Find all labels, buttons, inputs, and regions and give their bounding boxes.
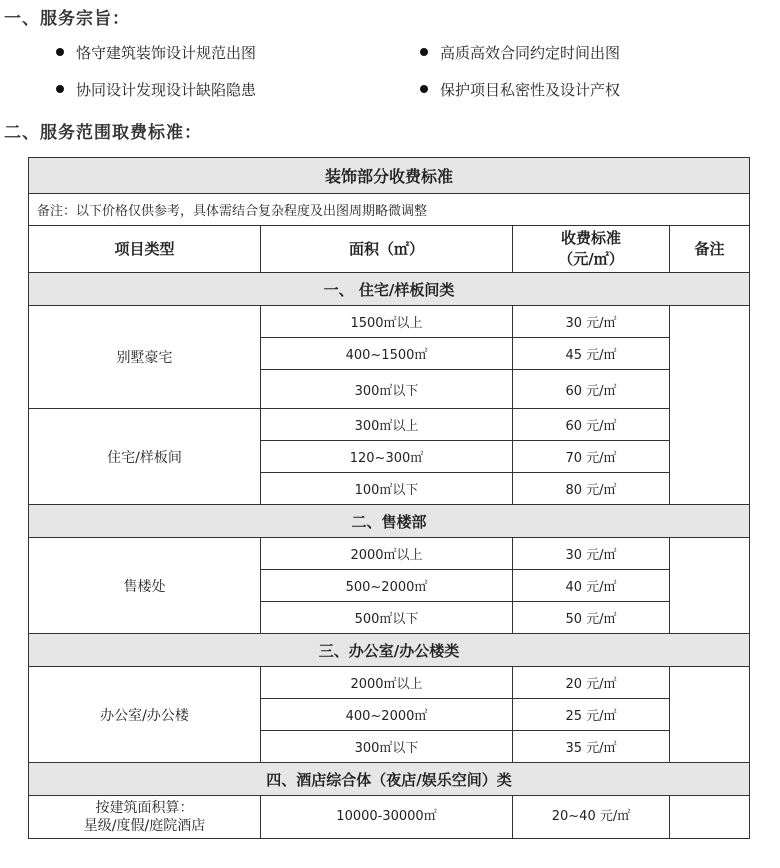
fee-cell: 40 元/㎡ [513,570,670,602]
category-cell: 别墅豪宅 [29,306,261,409]
fee-cell: 45 元/㎡ [513,338,670,370]
area-cell: 500~2000㎡ [261,570,513,602]
area-cell: 2000㎡以上 [261,538,513,570]
fee-cell: 30 元/㎡ [513,306,670,338]
fee-cell: 25 元/㎡ [513,699,670,731]
area-cell: 10000-30000㎡ [261,796,513,839]
area-cell: 100㎡以下 [261,473,513,505]
area-cell: 2000㎡以上 [261,667,513,699]
fee-cell: 35 元/㎡ [513,731,670,763]
fee-cell: 70 元/㎡ [513,441,670,473]
fee-cell: 20 元/㎡ [513,667,670,699]
category-cell: 办公室/办公楼 [29,667,261,763]
bullet-item: 恪守建筑装饰设计规范出图 [56,42,256,63]
bullet-dot-icon [56,85,64,93]
header-area: 面积（㎡） [261,226,513,273]
area-cell: 120~300㎡ [261,441,513,473]
fee-cell: 60 元/㎡ [513,370,670,409]
bullet-dot-icon [420,85,428,93]
table-note: 备注：以下价格仅供参考，具体需结合复杂程度及出图周期略微调整 [29,194,750,226]
remark-cell [670,796,750,839]
area-cell: 400~2000㎡ [261,699,513,731]
section-row: 一、 住宅/样板间类 [29,273,750,306]
fee-table [28,157,750,839]
section-row: 二、售楼部 [29,505,750,538]
area-cell: 1500㎡以上 [261,306,513,338]
category-cell: 售楼处 [29,538,261,634]
section2-title: 二、服务范围取费标准： [4,123,202,143]
bullet-item: 保护项目私密性及设计产权 [420,79,620,100]
fee-cell: 60 元/㎡ [513,409,670,441]
category-cell: 按建筑面积算： 星级/度假/庭院酒店 [29,796,261,839]
fee-cell: 80 元/㎡ [513,473,670,505]
header-remark: 备注 [670,226,750,273]
header-type: 项目类型 [29,226,261,273]
remark-cell [670,538,750,634]
area-cell: 500㎡以下 [261,602,513,634]
table-title: 装饰部分收费标准 [29,158,750,194]
header-fee: 收费标准 （元/㎡） [513,226,670,273]
area-cell: 300㎡以下 [261,731,513,763]
area-cell: 300㎡以下 [261,370,513,409]
bullet-item: 高质高效合同约定时间出图 [420,42,620,63]
bullet-item: 协同设计发现设计缺陷隐患 [56,79,256,100]
section-row: 三、办公室/办公楼类 [29,634,750,667]
fee-cell: 30 元/㎡ [513,538,670,570]
category-cell: 住宅/样板间 [29,409,261,505]
bullet-dot-icon [420,48,428,56]
fee-cell: 50 元/㎡ [513,602,670,634]
remark-cell [670,667,750,763]
remark-cell [670,306,750,505]
section1-title: 一、服务宗旨： [4,9,130,29]
area-cell: 300㎡以上 [261,409,513,441]
section-row: 四、酒店综合体（夜店/娱乐空间）类 [29,763,750,796]
fee-cell: 20~40 元/㎡ [513,796,670,839]
bullet-dot-icon [56,48,64,56]
area-cell: 400~1500㎡ [261,338,513,370]
